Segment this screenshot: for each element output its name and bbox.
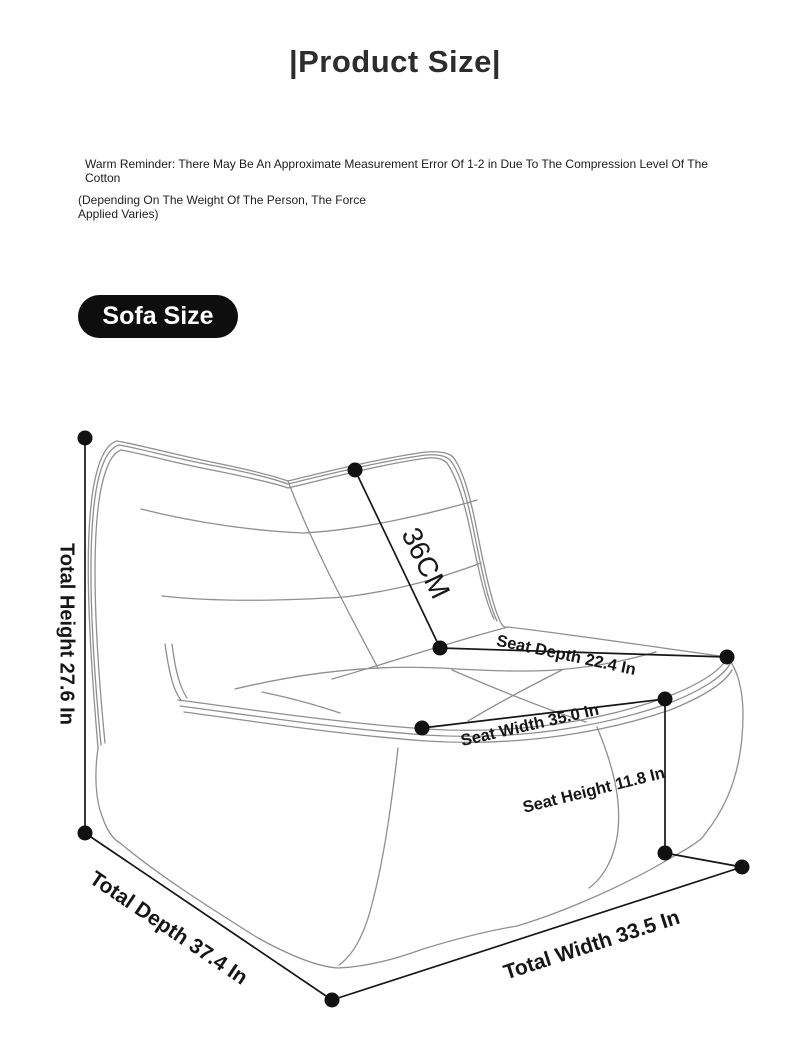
sofa-outline-drawing [88,441,743,968]
note-line-2: Applied Varies) [78,207,159,221]
back-length-label: 36CM [395,522,457,604]
warm-reminder-text: Warm Reminder: There May Be An Approximate Measurement Error Of 1-2 in Due To The Compression Level Of The Cotton [85,157,708,185]
total-depth-line [85,833,332,1000]
seat-front-piping-3 [184,670,732,742]
endpoint-dot [658,692,673,707]
endpoint-dot [720,650,735,665]
dimension-labels [56,523,683,990]
backrest-piping-inner [95,450,121,743]
backrest-center-seam [288,481,378,668]
total-depth-label: Total Depth 37.4 In [85,866,252,990]
base-front-right-seam [589,727,619,888]
endpoint-dot [433,641,448,656]
total-width-line [332,867,742,1000]
seat-depth-label: Seat Depth 22.4 In [494,631,638,679]
total-height-label: Total Height 27.6 In [55,543,78,725]
seat-height-label: Seat Height 11.8 In [520,764,667,817]
backrest-seam-lower-left [162,596,345,600]
backrest-piping-hook-2 [172,644,187,698]
note-line-1: (Depending On The Weight Of The Person, The Force [78,193,366,207]
seat-width-label: Seat Width 35.0 In [459,700,601,751]
backrest-left-edge [88,441,117,748]
seat-front-piping-2 [180,664,730,736]
total-width-label: Total Width 33.5 In [500,905,683,985]
endpoint-dot [348,463,363,478]
endpoint-dot [415,721,430,736]
backrest-seam-upper-left [141,509,303,533]
endpoint-dot [325,993,340,1008]
backrest-seam-upper-right [303,500,477,533]
endpoint-dot [78,431,93,446]
seat-height-connector-line [665,853,742,867]
endpoint-dot [735,860,750,875]
sofa-size-badge: Sofa Size [78,295,238,338]
endpoint-dot [658,846,673,861]
base-front-left-seam [339,748,398,965]
seat-left-seam [262,692,340,713]
endpoint-dot [78,826,93,841]
page-title: |Product Size| [288,44,502,79]
seat-back-junction [332,627,508,679]
